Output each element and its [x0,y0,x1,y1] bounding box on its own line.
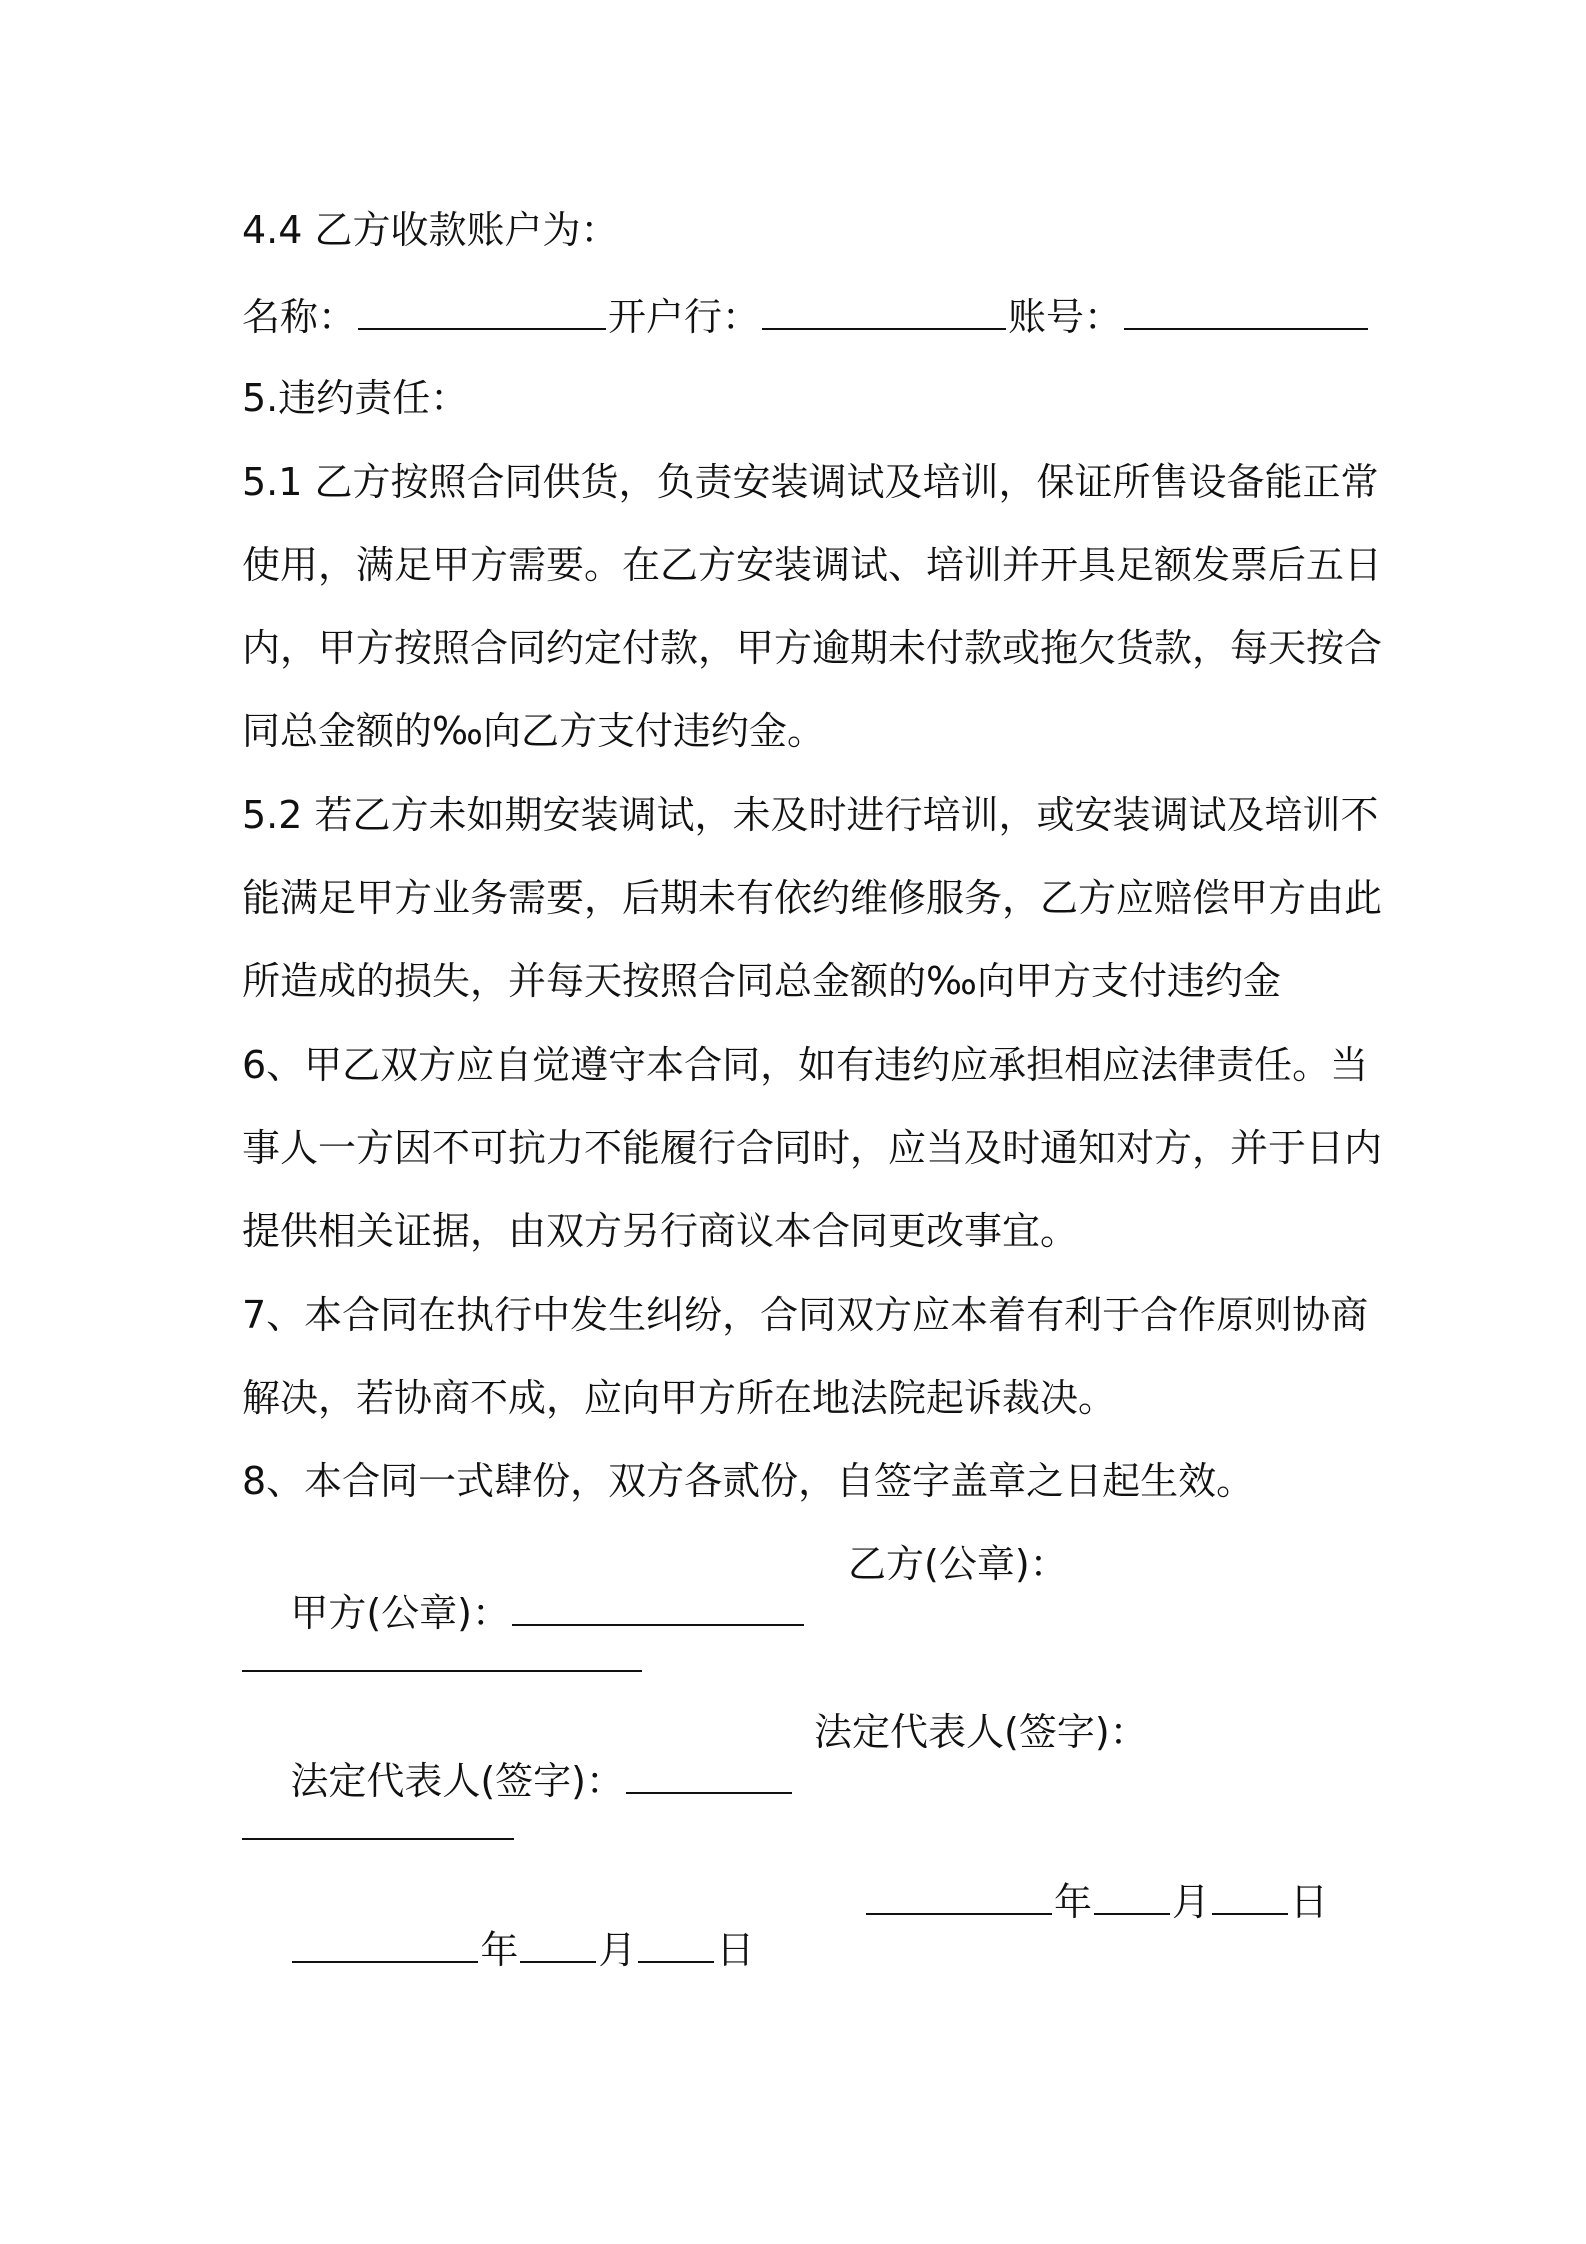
party-b-seal-blank[interactable] [242,1670,642,1672]
party-a-day-blank[interactable] [638,1925,714,1963]
clause-4-4: 4.4 乙方收款账户为： [242,208,619,252]
clause-5-2-line-1: 5.2 若乙方未如期安装调试，未及时进行培训，或安装调试及培训不 [242,793,1379,837]
party-a-date [290,1928,754,1972]
date-row [242,1877,1362,1972]
party-b-day-blank[interactable] [1212,1877,1288,1915]
party-b-year-label: 年 [1054,1880,1093,1924]
party-b-seal-label: 乙方(公章)： [848,1542,1068,1586]
party-a-day-label: 日 [716,1928,755,1972]
clause-5-1-line-4: 同总金额的‰向乙方支付违约金。 [242,709,825,753]
party-a-seal-label: 甲方(公章)： [290,1591,510,1635]
party-a-year-blank[interactable] [292,1925,478,1963]
account-number-label: 账号： [1008,295,1123,339]
clause-7-line-1: 7、本合同在执行中发生纠纷，合同双方应本着有利于合作原则协商 [242,1293,1369,1337]
party-b-month-label: 月 [1172,1880,1211,1924]
section-5-heading: 5.违约责任： [242,376,469,420]
party-b-day-label: 日 [1290,1880,1329,1924]
account-name-blank[interactable] [358,292,606,330]
seal-row [242,1540,1362,1635]
party-a-seal-blank[interactable] [512,1588,804,1626]
representative-row [242,1708,1362,1803]
clause-8: 8、本合同一式肆份，双方各贰份，自签字盖章之日起生效。 [242,1459,1255,1503]
clause-5-1-line-1: 5.1 乙方按照合同供货，负责安装调试及培训，保证所售设备能正常 [242,460,1379,504]
party-a-rep-label: 法定代表人(签字)： [290,1759,624,1803]
clause-6-line-2: 事人一方因不可抗力不能履行合同时，应当及时通知对方，并于日内 [242,1126,1383,1170]
party-b-rep-blank[interactable] [242,1838,514,1840]
clause-6-line-1: 6、甲乙双方应自觉遵守本合同，如有违约应承担相应法律责任。当 [242,1043,1369,1087]
bank-blank[interactable] [762,292,1006,330]
party-a-rep-blank[interactable] [626,1756,792,1794]
clause-5-1-line-2: 使用，满足甲方需要。在乙方安装调试、培训并开具足额发票后五日 [242,543,1383,587]
clause-5-1-line-3: 内，甲方按照合同约定付款，甲方逾期未付款或拖欠货款，每天按合 [242,626,1383,670]
account-info-line [242,292,1362,340]
party-a-year-label: 年 [480,1928,519,1972]
clause-5-2-line-2: 能满足甲方业务需要，后期未有依约维修服务，乙方应赔偿甲方由此 [242,876,1383,920]
bank-label: 开户行： [608,295,761,339]
party-b-rep-label: 法定代表人(签字)： [814,1710,1148,1754]
party-b-month-blank[interactable] [1094,1877,1170,1915]
party-b-year-blank[interactable] [866,1877,1052,1915]
clause-6-line-3: 提供相关证据，由双方另行商议本合同更改事宜。 [242,1209,1079,1253]
party-b-date [864,1877,1328,1926]
clause-7-line-2: 解决，若协商不成，应向甲方所在地法院起诉裁决。 [242,1376,1117,1420]
party-a-month-label: 月 [598,1928,637,1972]
account-name-label: 名称： [242,295,357,339]
clause-5-2-line-3: 所造成的损失，并每天按照合同总金额的‰向甲方支付违约金 [242,959,1281,1003]
party-a-month-blank[interactable] [520,1925,596,1963]
account-number-blank[interactable] [1124,292,1368,330]
